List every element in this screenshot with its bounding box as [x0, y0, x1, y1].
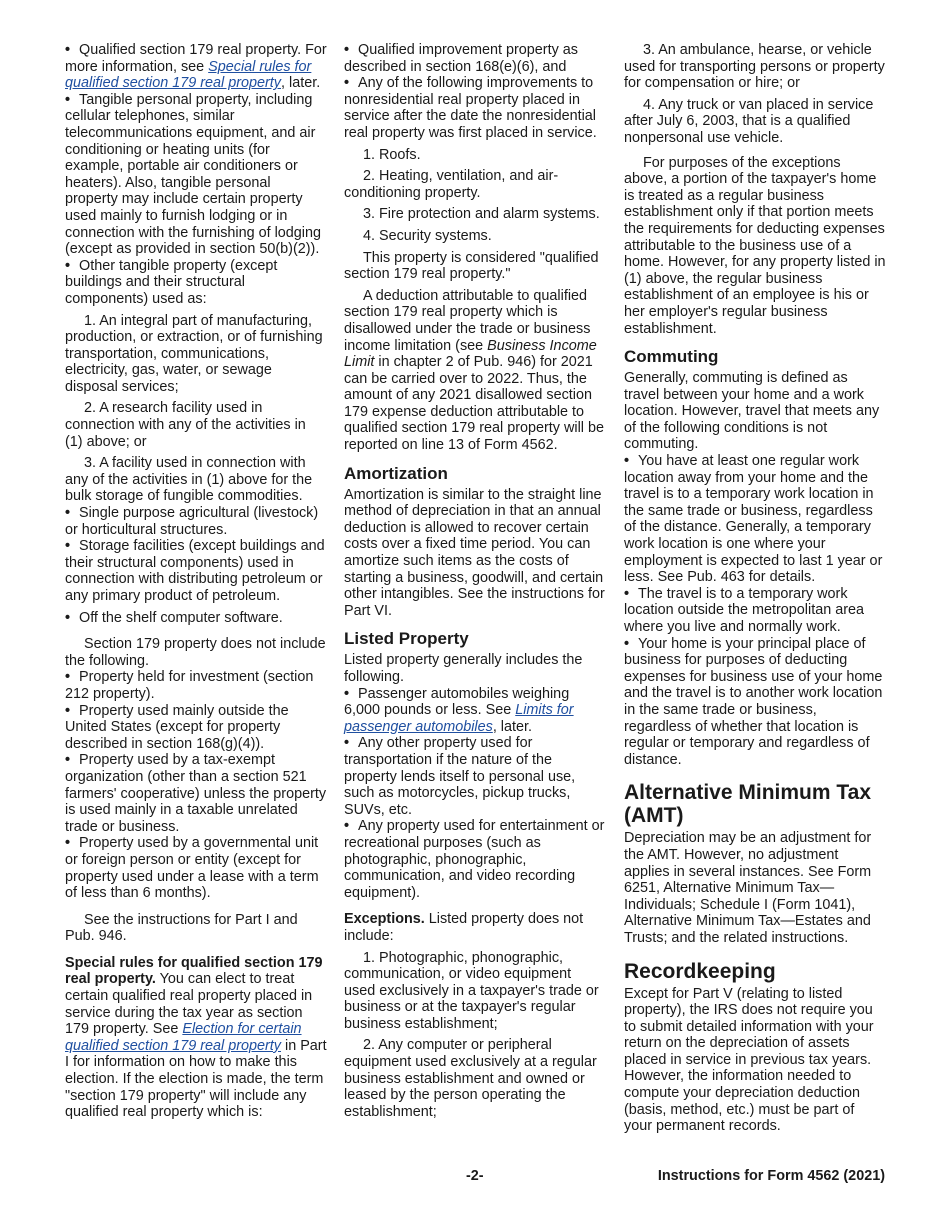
- numbered-item: 1. Photographic, phonographic, communication, or video equipment used exclusively in a taxpayer's trade or business or at the taxpayer's regular business establishment;: [344, 949, 599, 1032]
- numbered-item: 3. Fire protection and alarm systems.: [363, 206, 600, 223]
- numbered-item: 2. Heating, ventilation, and air-conditioning property.: [344, 168, 559, 201]
- paragraph: Depreciation may be an adjustment for the AMT. However, no adjustment applies in several instances. See Form 6251, Alternative Minimum Tax—Individuals; Schedule I (Form 1041), Alternative Minimum Tax—Estates and Trusts; and the related instructions.: [624, 830, 872, 946]
- bullet-item: • Storage facilities (except buildings and their structural components) used in connection with distributing petroleum or any primary product of petroleum.: [65, 538, 327, 604]
- bullet-item: • Off the shelf computer software.: [65, 610, 327, 627]
- commuting-heading: Commuting: [624, 347, 719, 367]
- paragraph: For purposes of the exceptions above, a portion of the taxpayer's home is treated as a regular business establishment only if that portion meets the requirements for deducting expenses attributable to the business use of a home. However, for any property listed in (1) above, the regular business establishment of an employee is his or her employer's regular business establishment.: [624, 154, 886, 337]
- recordkeeping-heading: Recordkeeping: [624, 959, 776, 983]
- paragraph: This property is considered "qualified section 179 real property.": [344, 249, 599, 283]
- bullet-text: , later.: [281, 75, 321, 92]
- bullet-item: • Property held for investment (section 212 property).: [65, 669, 327, 702]
- paragraph: Listed property generally includes the following.: [344, 652, 583, 685]
- bullet-item: • Property used by a tax-exempt organization (other than a section 521 farmers' cooperative) unless the property is used mainly in a taxable unrelated trade or business.: [65, 752, 327, 835]
- bullet-item: • Any property used for entertainment or recreational purposes (such as photographic, phonographic, communication, and video recording equipment).: [344, 818, 606, 901]
- amortization-heading: Amortization: [344, 463, 448, 483]
- bullet-item: • Property used mainly outside the United States (except for property described in section 168(g)(4)).: [65, 703, 327, 753]
- bullet-item: • Tangible personal property, including cellular telephones, similar telecommunications equipment, and air conditioning or heating units (for example, portable air conditioners or heaters). Also, tangible personal property may include certain property used mainly to furnish lodging or in connection with the furnishing of lodging (except as provided in section 50(b)(2)).: [65, 92, 327, 258]
- bullet-text: Qualified section 179 real property. For more information, see: [65, 42, 327, 75]
- numbered-item: 3. A facility used in connection with any of the activities in (1) above for the bulk storage of fungible commodities.: [65, 455, 313, 505]
- special-rules-heading: Special rules for qualified section 179 real property.: [65, 954, 323, 988]
- paragraph: Amortization is similar to the straight line method of depreciation in that an annual deduction is allowed to recover certain costs over a fixed time period. You can amortize such items as the costs of starting a business, goodwill, and certain other intangibles. See the instructions for Part VI.: [344, 486, 605, 619]
- bullet-item: • Single purpose agricultural (livestock) or horticultural structures.: [65, 505, 327, 538]
- paragraph-text: in Part I for information on how to make this election. If the election is made, the term "section 179 property" will include any qualified real property which is:: [65, 1037, 327, 1121]
- election-link[interactable]: Election for certain qualified section 179 real property: [65, 1021, 302, 1054]
- column-1: [65, 42, 327, 1126]
- limits-link[interactable]: Limits for passenger automobiles: [344, 702, 574, 735]
- special-rules-link[interactable]: Special rules for qualified section 179 real property: [65, 58, 312, 92]
- bullet-item: • Any of the following improvements to nonresidential real property placed in service after the date the nonresidential real property was first placed in service.: [344, 75, 606, 141]
- bullet-item: • Other tangible property (except buildings and their structural components) used as:: [65, 258, 327, 308]
- paragraph: Section 179 property does not include the following.: [65, 636, 326, 669]
- bullet-item: • Property used by a governmental unit or foreign person or entity (except for property used under a lease with a term of less than 6 months).: [65, 835, 327, 901]
- numbered-item: 1. Roofs.: [363, 146, 421, 163]
- numbered-item: 2. A research facility used in connection with any of the activities in (1) above; or: [65, 400, 306, 450]
- paragraph: Generally, commuting is defined as travel between your home and a work location. However, travel that meets any of the following conditions is not commuting.: [624, 370, 880, 453]
- bullet-item: [65, 42, 327, 92]
- numbered-item: 4. Security systems.: [363, 227, 492, 244]
- numbered-item: 4. Any truck or van placed in service after July 6, 2003, that is a qualified nonpersonal use vehicle.: [624, 96, 874, 146]
- page-number: -2-: [466, 1168, 484, 1184]
- bullet-text: Passenger automobiles weighing 6,000 pounds or less. See: [344, 685, 570, 719]
- bullet-item: [344, 686, 606, 736]
- footer-title: Instructions for Form 4562 (2021): [657, 1168, 885, 1184]
- exceptions-paragraph: [344, 911, 606, 944]
- paragraph-text: Listed property does not include:: [344, 911, 584, 944]
- numbered-item: 2. Any computer or peripheral equipment used exclusively at a regular business establishment and owned or leased by the person operating the establishment;: [344, 1037, 597, 1120]
- bullet-item: • Any other property used for transportation if the nature of the property lends itself to personal use, such as motorcycles, pickup trucks, SUVs, etc.: [344, 735, 606, 818]
- listed-property-heading: Listed Property: [344, 629, 469, 649]
- paragraph-text: You can elect to treat certain qualified real property placed in service during the tax year as section 179 property. See: [65, 971, 313, 1038]
- bullet-item: • The travel is to a temporary work location outside the metropolitan area where you live and normally work.: [624, 586, 886, 636]
- column-3: [624, 42, 886, 1140]
- paragraph-text: A deduction attributable to qualified section 179 real property which is disallowed under the trade or business income limitation (see: [344, 287, 591, 354]
- column-2: [344, 42, 606, 1125]
- paragraph: Except for Part V (relating to listed property), the IRS does not require you to submit detailed information with your return on the depreciation of assets placed in service in previous tax years. However, the information needed to compute your depreciation deduction (basis, method, etc.) must be part of your permanent records.: [624, 985, 874, 1135]
- bullet-item: • Your home is your principal place of business for purposes of deducting expenses for business use of your home and the travel is to another work location in the same trade or business, regardless of whether that location is regular or temporary and regardless of distance.: [624, 636, 886, 769]
- bullet-item: • Qualified improvement property as described in section 168(e)(6), and: [344, 42, 606, 75]
- exceptions-heading: Exceptions.: [344, 911, 425, 928]
- numbered-item: 1. An integral part of manufacturing, production, or extraction, or of furnishing transportation, communications, electricity, gas, water, or sewage disposal services;: [65, 312, 323, 395]
- amt-heading: Alternative Minimum Tax (AMT): [624, 781, 871, 828]
- emphasis-text: Business Income Limit: [344, 337, 597, 371]
- special-rules-paragraph: [65, 955, 327, 1121]
- paragraph: See the instructions for Part I and Pub. 946.: [65, 911, 298, 945]
- numbered-item: 3. An ambulance, hearse, or vehicle used for transporting persons or property for compensation or hire; or: [624, 42, 885, 92]
- bullet-text: , later.: [492, 718, 533, 735]
- bullet-item: • You have at least one regular work location away from your home and the travel is to a temporary work location in the same trade or business, regardless of the distance. Generally, a temporary work location is one where your employment is expected to last 1 year or less. See Pub. 463 for details.: [624, 453, 886, 586]
- paragraph: [344, 288, 606, 454]
- paragraph-text: in chapter 2 of Pub. 946) for 2021 can be carried over to 2022. Thus, the amount of any 2021 disallowed section 179 expense deduction attributable to qualified section 179 real property will be reported on line 13 of Form 4562.: [344, 354, 604, 454]
